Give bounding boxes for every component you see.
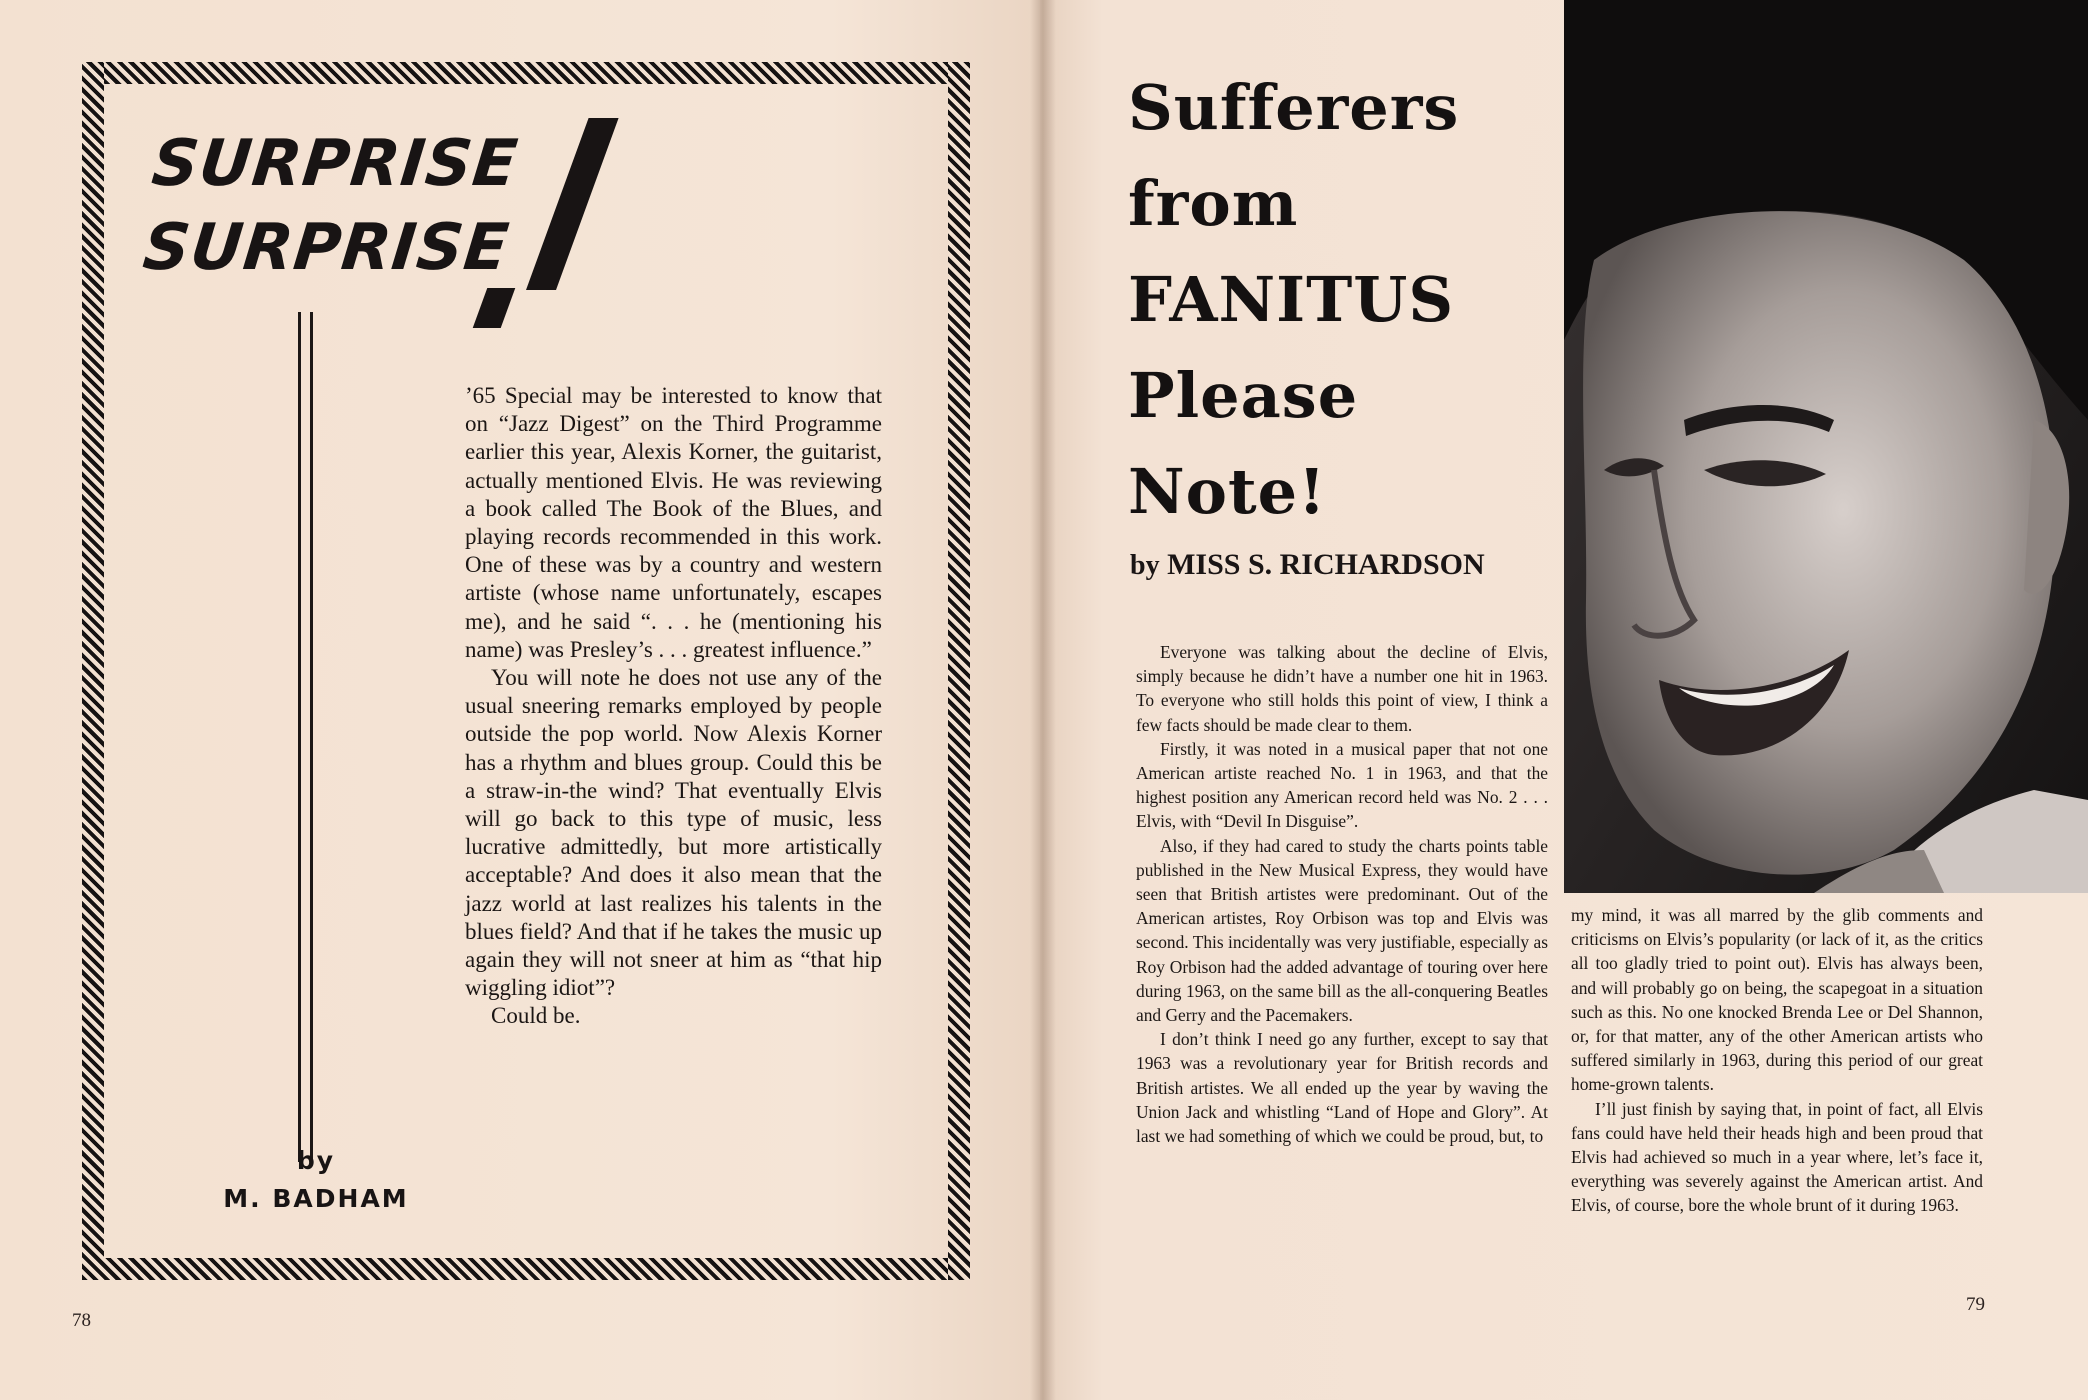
border-band-left [82, 62, 104, 1280]
paragraph: You will note he does not use any of the usual sneering remarks employed by people outside the pop world. Now Alexis Korner has a rhythm and blues group. Could this be a straw-in-the wind? That eventually Elvis will go back to this type of music, less lucrative admittedly, but more artistically acceptable? And does it also mean that the jazz world at last realizes his talents in the blues field? And that if he takes the music up again they will not sneer at him as “that hip wiggling idiot”? [465, 665, 882, 1001]
byline-by: by [1130, 550, 1160, 581]
border-band-bottom [82, 1258, 970, 1280]
paragraph: I’ll just finish by saying that, in point of fact, all Elvis fans could have held their heads high and been proud that Elvis had achieved so much in a year where, let’s face it, everything was severely against the American artist. And Elvis, of course, bore the whole brunt of it during 1963. [1571, 1098, 1983, 1216]
headline-line: Note! [1128, 455, 1327, 528]
byline-by: by [296, 1146, 336, 1175]
byline-right [1130, 548, 1485, 582]
spine-gutter [1030, 0, 1056, 1400]
page-number-right: 79 [1966, 1294, 1985, 1315]
article-title-right [1128, 60, 1459, 540]
title-line-2: SURPRISE [139, 211, 513, 285]
paragraph: my mind, it was all marred by the glib comments and criticisms on Elvis’s popularity (or lack of it, as the critics all too gladly tried to point out). Elvis has always been, and will probably go on being, the scapegoat in a situation such as this. No one knocked Brenda Lee or Del Shannon, or, for that matter, any of the other American artists who suffered similarly in 1963, during this period of our great home-grown talents. [1571, 905, 1983, 1095]
article-title-left [139, 122, 522, 290]
byline-left [196, 1142, 436, 1218]
left-page [0, 0, 1040, 1400]
border-band-right [948, 62, 970, 1280]
paragraph: Also, if they had cared to study the charts points table published in the New Musical Express, they would have seen that British artistes were predominant. Out of the American artistes, Roy Orbison was top and Elvis was second. This incidentally was very justifiable, especially as Roy Orbison had the added advantage of touring over here during 1963, on the same bill as the all-conquering Beatles and Gerry and the Pacemakers. [1136, 835, 1548, 1026]
paragraph: Could be. [491, 1003, 581, 1029]
vertical-rule-1 [298, 312, 301, 1162]
title-line-1: SURPRISE [148, 127, 522, 201]
border-band-top [82, 62, 970, 84]
portrait-illustration [1564, 0, 2088, 893]
paragraph: ’65 Special may be interested to know that on “Jazz Digest” on the Third Programme earlier this year, Alexis Korner, the guitarist, actually mentioned Elvis. He was reviewing a book called The Book of the Blues, and playing records recommended in this work. One of these was by a country and western artiste (whose name unfortunately, escapes me), and he said “. . . he (mentioning his name) was Presley’s . . . greatest influence.” [465, 383, 882, 662]
portrait-photo [1564, 0, 2088, 893]
vertical-rule-2 [310, 312, 313, 1162]
article-body-left [465, 382, 882, 1031]
headline-line: FANITUS [1128, 263, 1455, 336]
headline-line: Please [1128, 359, 1359, 432]
article-column-1 [1136, 640, 1548, 1148]
headline-line: Sufferers [1128, 71, 1460, 144]
page-number-left: 78 [72, 1310, 91, 1331]
headline-line: from [1128, 167, 1299, 240]
byline-author: M. BADHAM [223, 1184, 409, 1213]
byline-author: MISS S. RICHARDSON [1167, 548, 1485, 581]
paragraph: Everyone was talking about the decline of Elvis, simply because he didn’t have a number one hit in 1963. To everyone who still holds this point of view, I think a few facts should be made clear to them. [1136, 642, 1548, 735]
paragraph: I don’t think I need go any further, except to say that 1963 was a revolutionary year for British records and British artistes. We all ended up the year by waving the Union Jack and whistling “Land of Hope and Glory”. At last we had something of which we could be proud, but, to [1136, 1029, 1548, 1147]
article-column-2 [1571, 903, 1983, 1218]
paragraph: Firstly, it was noted in a musical paper that not one American artiste reached No. 1 in 1963, and that the highest position any American record held was No. 2 . . . Elvis, with “Devil In Disguise”. [1136, 738, 1548, 832]
